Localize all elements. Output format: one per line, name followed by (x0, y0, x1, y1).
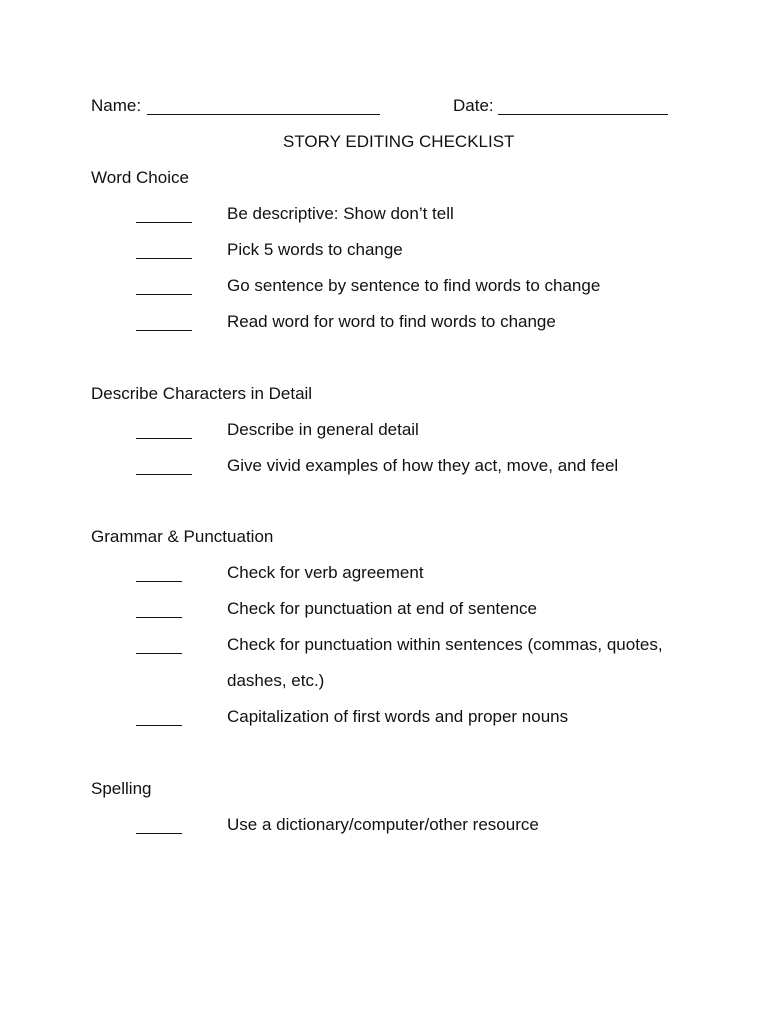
checkbox-blank (136, 581, 182, 582)
checklist-item: Give vivid examples of how they act, move, and feel (227, 456, 619, 475)
checklist-item: Describe in general detail (227, 420, 419, 439)
checklist-item: Go sentence by sentence to find words to change (227, 276, 601, 295)
checklist-item: Check for verb agreement (227, 563, 424, 582)
date-label: Date: (453, 96, 494, 115)
checklist-item: Be descriptive: Show don’t tell (227, 204, 454, 223)
checklist-item: Read word for word to find words to change (227, 312, 556, 331)
checkbox-blank (136, 438, 192, 439)
checkbox-blank (136, 653, 182, 654)
date-blank-line (498, 114, 668, 115)
checklist-item: Use a dictionary/computer/other resource (227, 815, 539, 834)
name-label: Name: (91, 96, 142, 115)
checklist-item: Check for punctuation within sentences (commas, quotes, (227, 635, 663, 654)
page-title: STORY EDITING CHECKLIST (283, 132, 515, 151)
checklist-item-continuation: dashes, etc.) (227, 671, 325, 690)
checkbox-blank (136, 258, 192, 259)
name-blank-line (147, 114, 380, 115)
section-heading-grammar-punctuation: Grammar & Punctuation (91, 527, 274, 546)
section-heading-word-choice: Word Choice (91, 168, 189, 187)
checklist-item: Pick 5 words to change (227, 240, 403, 259)
checkbox-blank (136, 474, 192, 475)
checkbox-blank (136, 617, 182, 618)
checklist-item: Capitalization of first words and proper nouns (227, 707, 569, 726)
checkbox-blank (136, 222, 192, 223)
checklist-item: Check for punctuation at end of sentence (227, 599, 537, 618)
checkbox-blank (136, 833, 182, 834)
checkbox-blank (136, 725, 182, 726)
checkbox-blank (136, 294, 192, 295)
section-heading-spelling: Spelling (91, 779, 152, 798)
section-heading-describe-characters: Describe Characters in Detail (91, 384, 313, 403)
checkbox-blank (136, 330, 192, 331)
